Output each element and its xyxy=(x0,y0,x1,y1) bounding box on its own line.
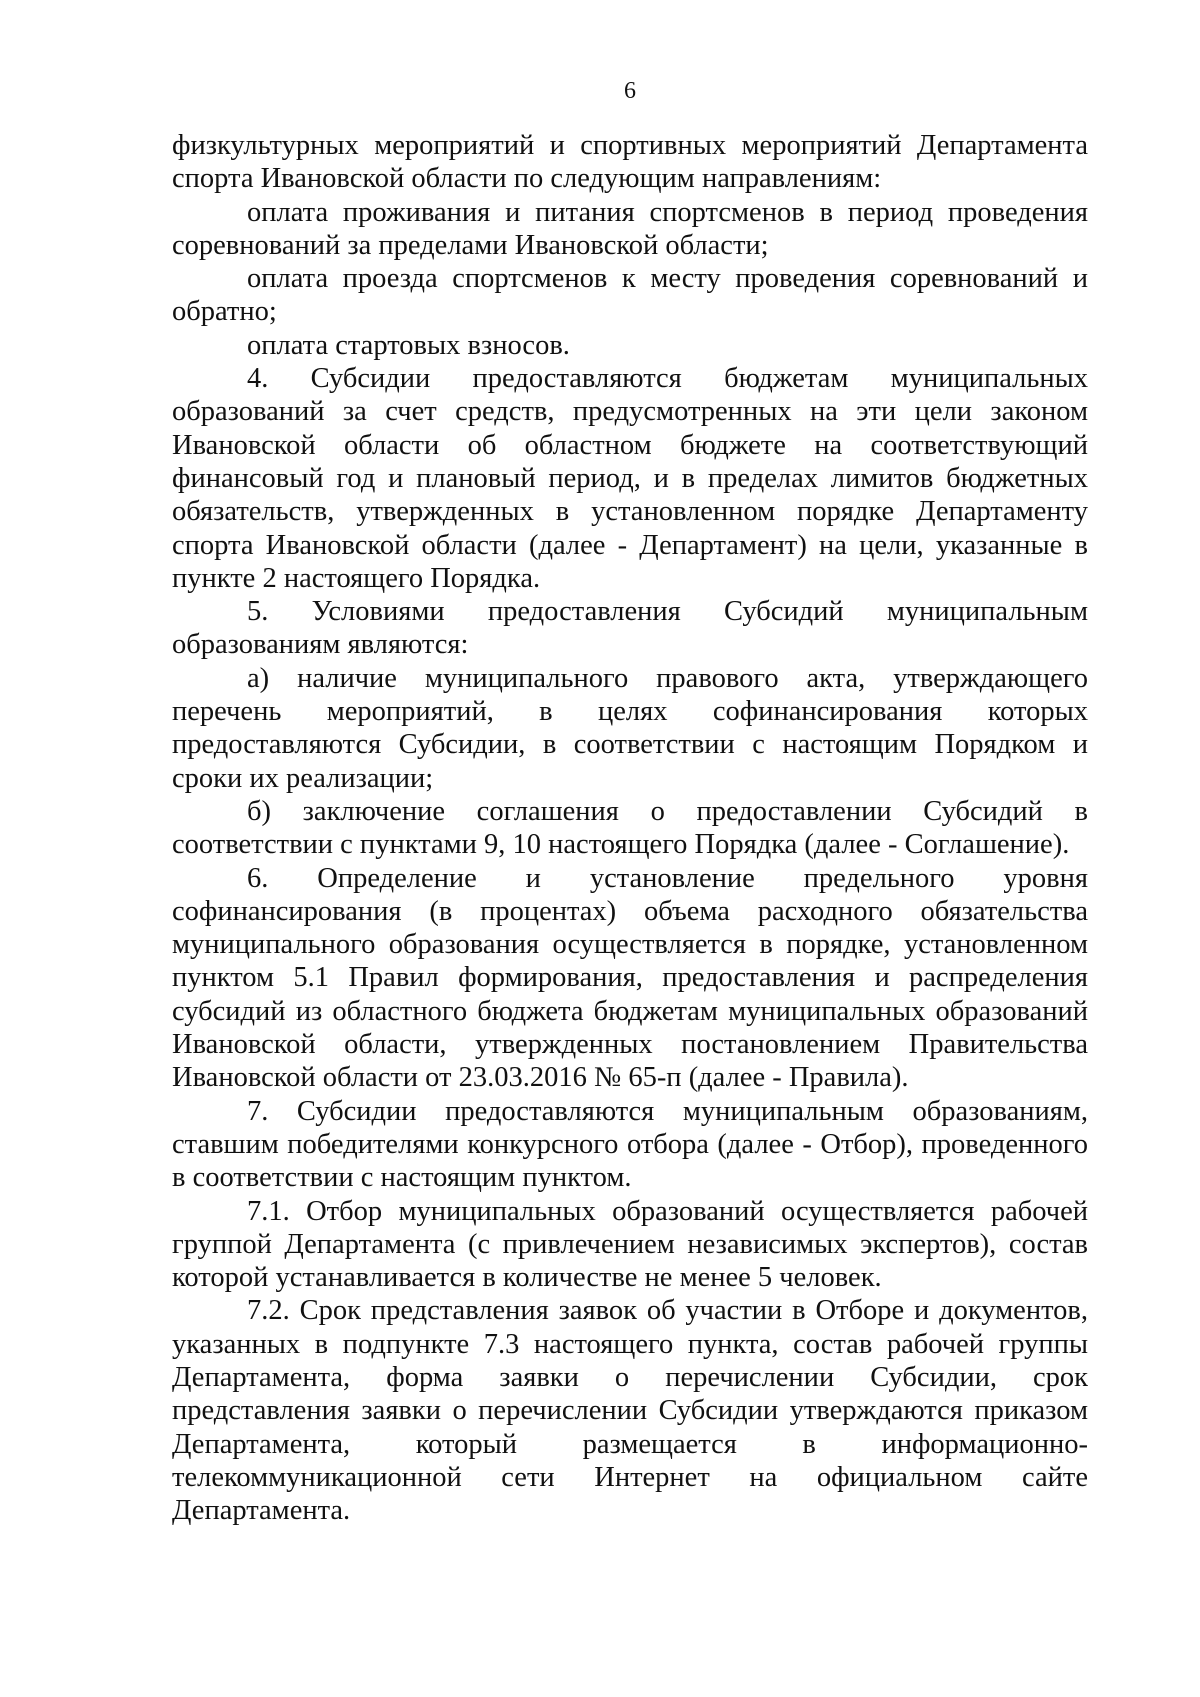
paragraph-clause-4: 4. Субсидии предоставляются бюджетам муниципальных образований за счет средств, предусмотренных на эти цели законом Ивановской области об областном бюджете на соответствующий финансовый год и плановый период, и в пределах лимитов бюджетных обязательств, утвержденных в установленном порядке Департаменту спорта Ивановской области (далее - Департамент) на цели, указанные в пункте 2 настоящего Порядка. xyxy=(172,363,1088,594)
page-number: 6 xyxy=(624,78,636,104)
paragraph-item-travel: оплата проезда спортсменов к месту проведения соревнований и обратно; xyxy=(172,263,1088,328)
paragraph-continuation: физкультурных мероприятий и спортивных мероприятий Департамента спорта Ивановской области по следующим направлениям: xyxy=(172,130,1088,195)
paragraph-item-fees: оплата стартовых взносов. xyxy=(247,329,570,361)
paragraph-clause-7: 7. Субсидии предоставляются муниципальным образованиям, ставшим победителями конкурсного отбора (далее - Отбор), проведенного в соответствии с настоящим пунктом. xyxy=(172,1095,1088,1194)
paragraph-clause-6: 6. Определение и установление предельного уровня софинансирования (в процентах) объема расходного обязательства муниципального образования осуществляется в порядке, установленном пунктом 5.1 Правил формирования, предоставления и распределения субсидий из областного бюджета бюджетам муниципальных образований Ивановской области, утвержденных постановлением Правительства Ивановской области от 23.03.2016 № 65-п (далее - Правила). xyxy=(172,862,1088,1094)
paragraph-clause-7-2: 7.2. Срок представления заявок об участии в Отборе и документов, указанных в подпункте 7.3 настоящего пункта, состав рабочей группы Департамента, форма заявки о перечислении Субсидии, срок представления заявки о перечислении Субсидии утверждаются приказом Департамента, который размещается в информационно-телекоммуникационной сети Интернет на официальном сайте Департамента. xyxy=(172,1295,1088,1527)
paragraph-clause-5: 5. Условиями предоставления Субсидий муниципальным образованиям являются: xyxy=(172,596,1088,661)
document-body xyxy=(172,129,1088,1527)
paragraph-clause-5-a: а) наличие муниципального правового акта, утверждающего перечень мероприятий, в целях софинансирования которых предоставляются Субсидии, в соответствии с настоящим Порядком и сроки их реализации; xyxy=(172,662,1088,794)
paragraph-clause-7-1: 7.1. Отбор муниципальных образований осуществляется рабочей группой Департамента (с привлечением независимых экспертов), состав которой устанавливается в количестве не менее 5 человек. xyxy=(172,1195,1088,1294)
paragraph-clause-5-b: б) заключение соглашения о предоставлении Субсидий в соответствии с пунктами 9, 10 настоящего Порядка (далее - Соглашение). xyxy=(172,795,1088,861)
paragraph-item-accommodation: оплата проживания и питания спортсменов в период проведения соревнований за пределами Ивановской области; xyxy=(172,196,1088,261)
